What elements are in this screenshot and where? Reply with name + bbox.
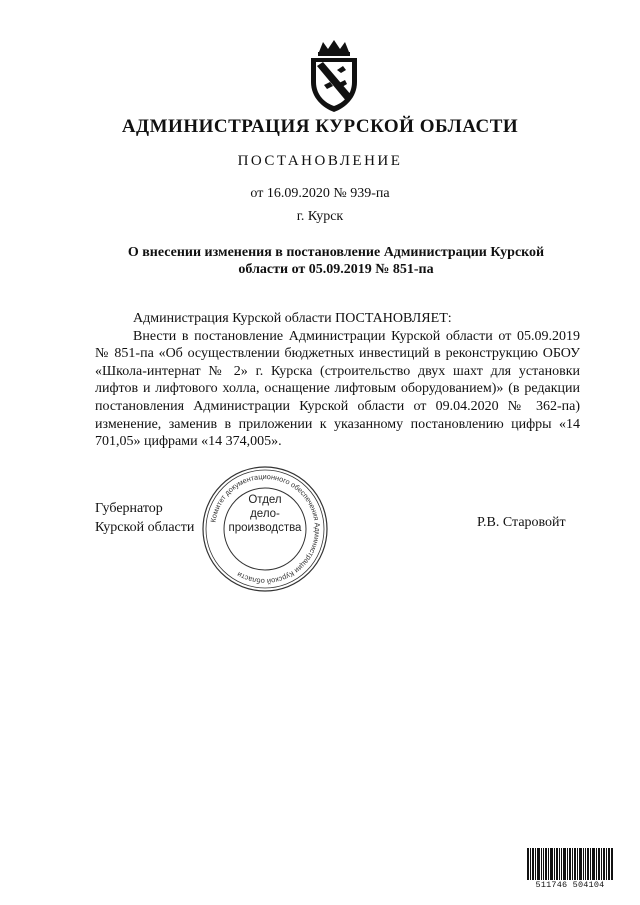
document-date-number: от 16.09.2020 № 939-па [250,186,390,201]
coat-of-arms-icon [297,40,371,114]
signatory-name: Р.В. Старовойт [477,515,566,530]
organization-title: АДМИНИСТРАЦИЯ КУРСКОЙ ОБЛАСТИ [121,116,519,137]
stamp-center-line1: Отдел [248,494,282,506]
stamp-center-line2: дело- [250,508,280,520]
stamp-ring-text: Комитет документационного обеспечения Администрации Курской области [208,471,323,587]
stamp-center-text [201,493,329,535]
body-lead: Администрация Курской области ПОСТАНОВЛЯЕТ: [133,311,452,326]
document-type: ПОСТАНОВЛЕНИЕ [237,153,403,169]
document-city: г. Курск [296,209,344,224]
signatory-position-line2: Курской области [95,520,195,535]
document-subject: О внесении изменения в постановление Администрации Курской области от 05.09.2019 № 851-па [127,245,545,277]
signatory-position-line1: Губернатор [95,501,163,516]
body-main-paragraph: Внести в постановление Администрации Курской области от 05.09.2019 № 851-па «Об осуществлении бюджетных инвестиций в реконструкцию ОБОУ «Школа-интернат № 2» г. Курска (строительство двух шахт для установки лифтов и лифтового холла, оснащение лифтовым оборудованием)» (в редакции постановления Администрации Курской области от 09.04.2020 № 362-па) изменение, заменив в приложении к указанному постановлению цифры «14 701,05» цифрами «14 374,005». [95,328,580,450]
barcode-number: 511746 504104 [526,880,614,890]
stamp-center-line3: производства [228,522,302,534]
document-body [95,310,580,451]
signatory-position [95,499,194,537]
barcode [527,848,613,880]
